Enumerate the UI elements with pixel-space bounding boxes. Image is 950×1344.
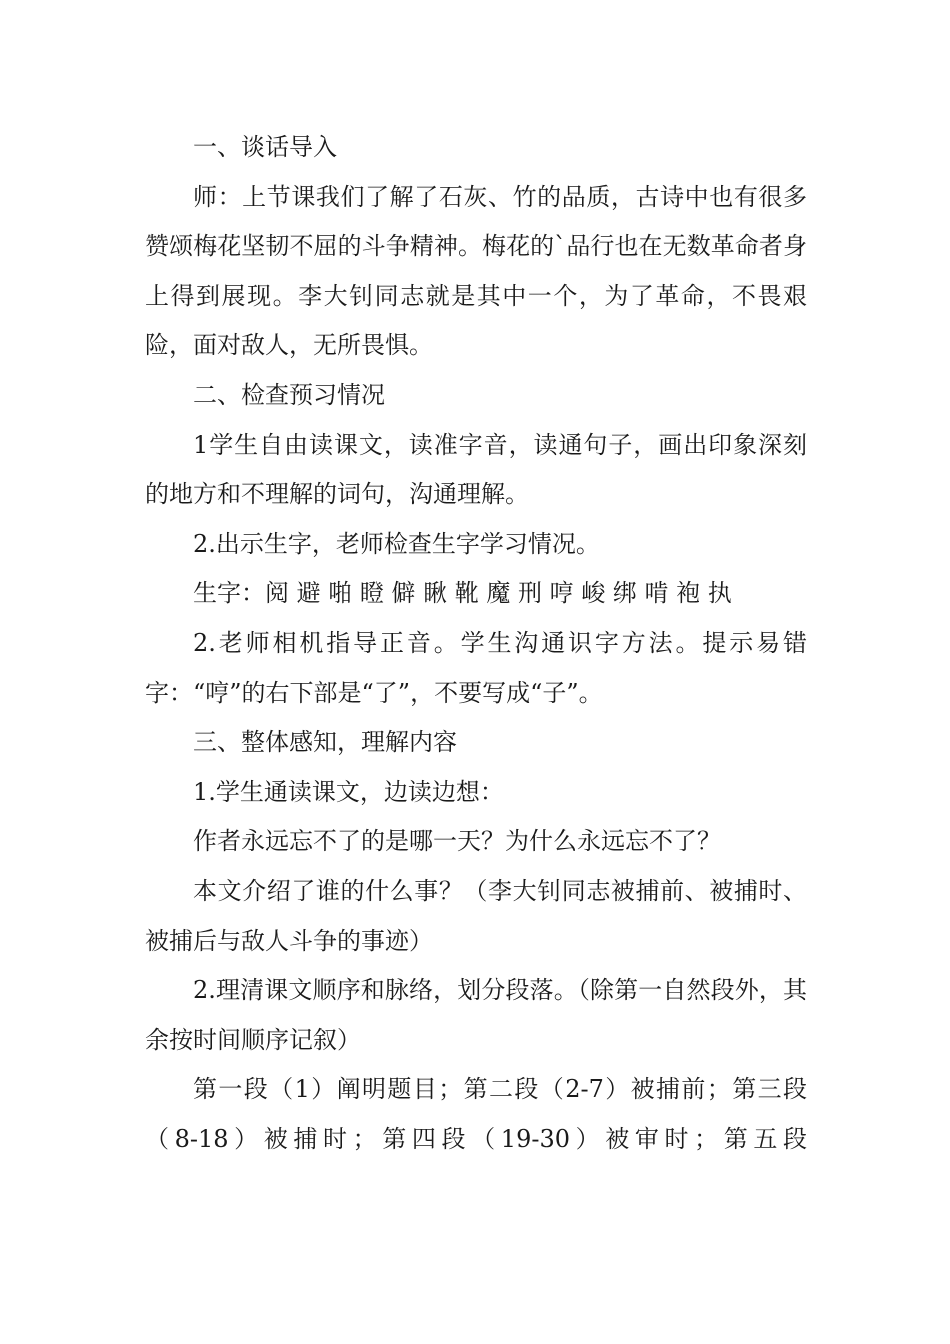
paragraph-step-2: 2.出示生字，老师检查生字学习情况。 [193,529,600,558]
paragraph-intro: 师：上节课我们了解了石灰、竹的品质，古诗中也有很多赞颂梅花坚韧不屈的斗争精神。梅花的`品行也在无数革命者身上得到展现。李大钊同志就是其中一个，为了革命，不畏艰险，面对敌人，无所畏惧。 [145,182,807,360]
paragraph-reading-2: 2.理清课文顺序和脉络，划分段落。（除第一自然段外，其余按时间顺序记叙） [145,976,807,1054]
paragraph-question-1: 作者永远忘不了的是哪一天？为什么永远忘不了？ [193,827,721,856]
section-heading-3: 三、整体感知，理解内容 [193,728,457,757]
section-heading-2: 二、检查预习情况 [193,380,385,409]
document-page [145,123,807,1164]
paragraph-question-2: 本文介绍了谁的什么事？（李大钊同志被捕前、被捕时、被捕后与敌人斗争的事迹） [145,876,807,955]
paragraph-step-1: 1学生自由读课文，读准字音，读通句子，画出印象深刻的地方和不理解的词句，沟通理解。 [145,430,807,509]
section-heading-1: 一、谈话导入 [193,133,337,161]
paragraph-new-characters: 生字：阅 避 啪 瞪 僻 瞅 靴 魔 刑 哼 峻 绑 啃 袍 执 [193,579,732,608]
paragraph-reading-1: 1.学生通读课文，边读边想： [193,777,504,806]
paragraph-step-2b: 2.老师相机指导正音。学生沟通识字方法。提示易错字：“哼”的右下部是“了”，不要写成“子”。 [145,628,807,707]
paragraph-sections: 第一段（1）阐明题目；第二段（2-7）被捕前；第三段（8-18）被捕时；第四段（19-30）被审时；第五段 [145,1075,807,1153]
